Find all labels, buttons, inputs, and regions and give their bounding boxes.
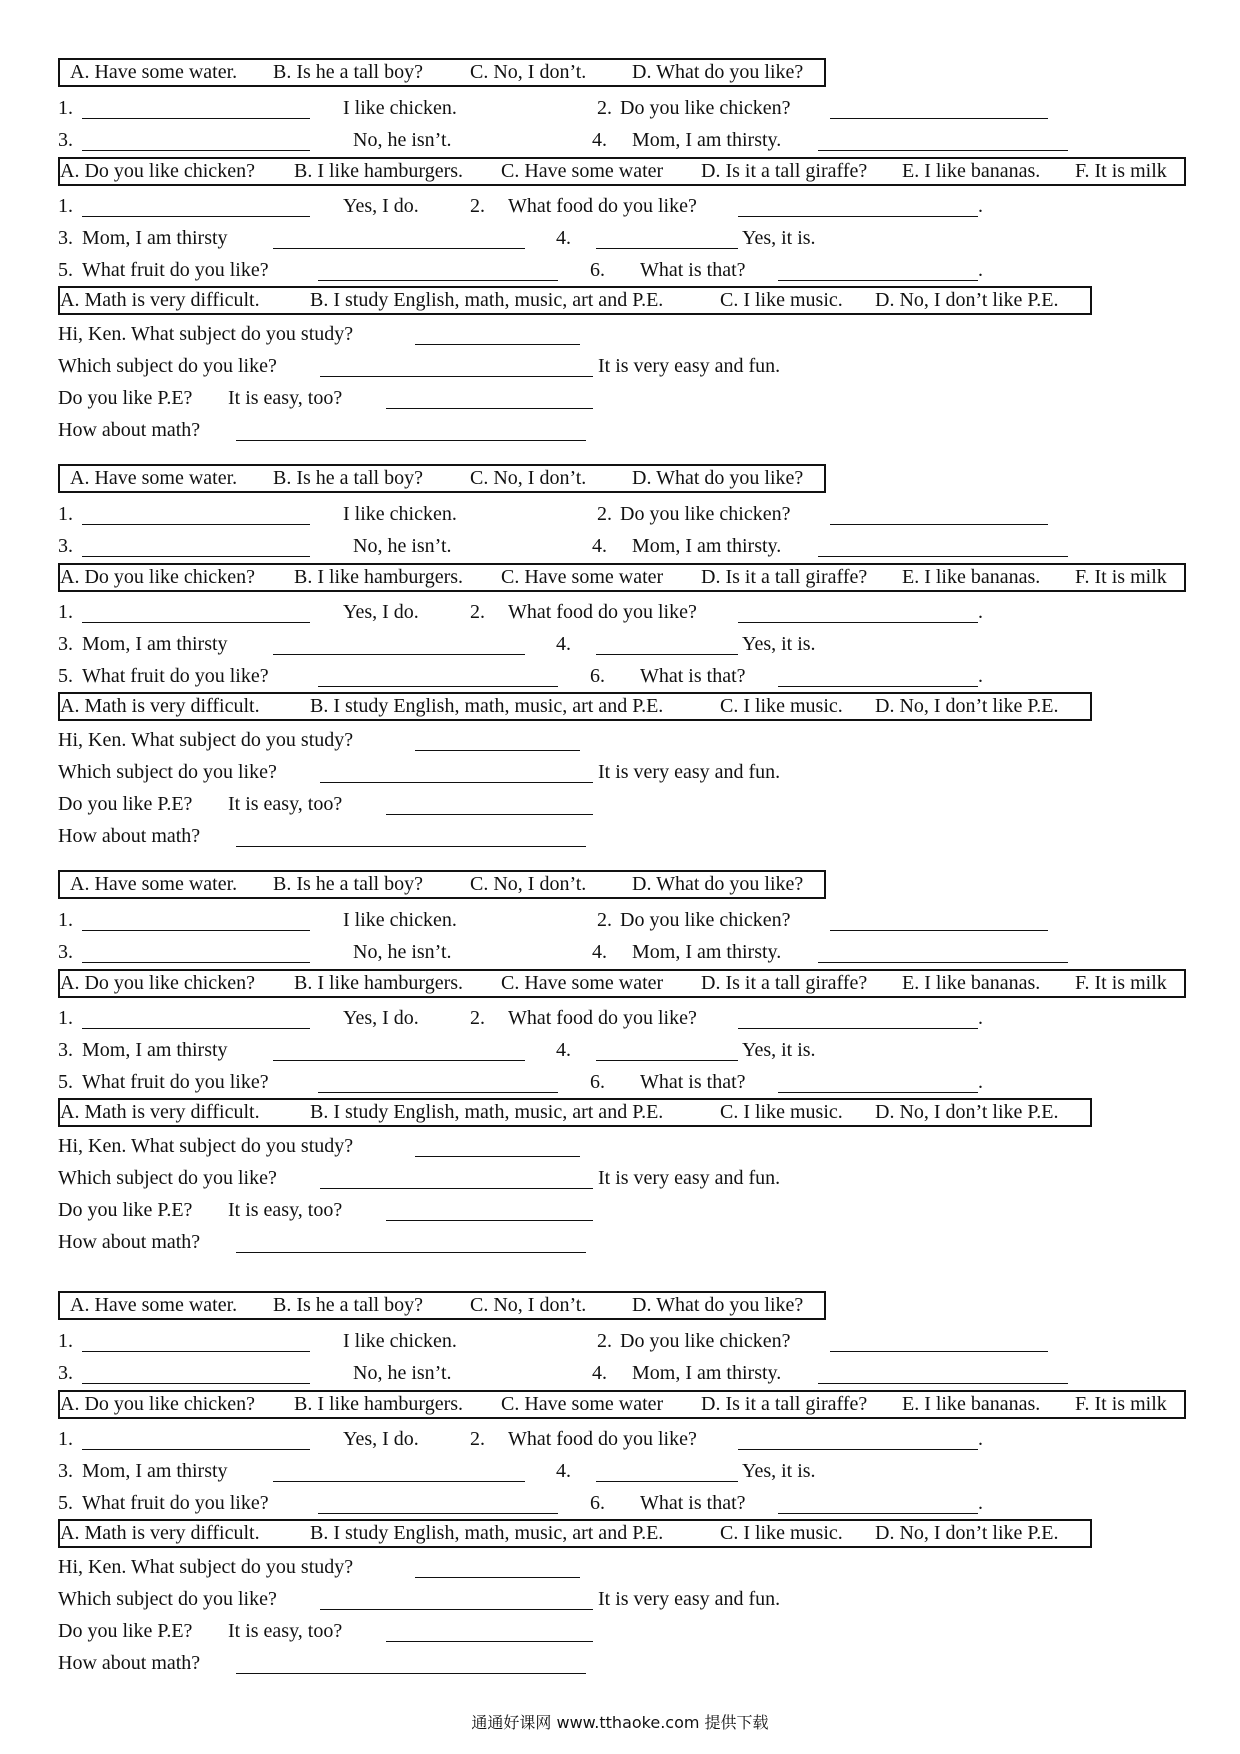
question-text: Do you like chicken? bbox=[620, 909, 791, 931]
question-number: 1. bbox=[58, 1428, 73, 1450]
answer-blank[interactable] bbox=[320, 1609, 593, 1610]
question-text: Yes, I do. bbox=[343, 601, 419, 623]
question-number: 4. bbox=[556, 633, 571, 655]
answer-blank[interactable] bbox=[236, 440, 586, 441]
exercise-set bbox=[0, 868, 1240, 1278]
question-text: What food do you like? bbox=[508, 1007, 697, 1029]
question-text: No, he isn’t. bbox=[353, 129, 452, 151]
question-number: 1. bbox=[58, 195, 73, 217]
question-number: 4. bbox=[592, 129, 607, 151]
option-c: C. No, I don’t. bbox=[470, 873, 587, 895]
answer-blank[interactable] bbox=[82, 1028, 310, 1029]
question-text: Mom, I am thirsty bbox=[82, 227, 228, 249]
question-number: 1. bbox=[58, 97, 73, 119]
question-text: Mom, I am thirsty. bbox=[632, 941, 782, 963]
question-number: 3. bbox=[58, 633, 73, 655]
option-e: E. I like bananas. bbox=[902, 1393, 1041, 1415]
option-d: D. What do you like? bbox=[632, 873, 804, 895]
dialog-line: It is easy, too? bbox=[228, 387, 343, 409]
question-text: What food do you like? bbox=[508, 1428, 697, 1450]
answer-blank[interactable] bbox=[738, 622, 978, 623]
question-text: Mom, I am thirsty. bbox=[632, 1362, 782, 1384]
dialog-line: How about math? bbox=[58, 825, 201, 847]
question-text: What is that? bbox=[640, 665, 746, 687]
question-text: No, he isn’t. bbox=[353, 535, 452, 557]
dialog-line: Hi, Ken. What subject do you study? bbox=[58, 323, 354, 345]
dialog-line: It is very easy and fun. bbox=[598, 1167, 781, 1189]
question-text: I like chicken. bbox=[343, 503, 457, 525]
question-text: What fruit do you like? bbox=[82, 1492, 269, 1514]
answer-blank[interactable] bbox=[236, 846, 586, 847]
option-d: D. Is it a tall giraffe? bbox=[701, 566, 868, 588]
question-number: 3. bbox=[58, 129, 73, 151]
option-c: C. I like music. bbox=[720, 1101, 843, 1123]
option-f: F. It is milk bbox=[1075, 160, 1167, 182]
dialog-line: Hi, Ken. What subject do you study? bbox=[58, 1135, 354, 1157]
question-text: Yes, it is. bbox=[742, 1039, 816, 1061]
options-box bbox=[58, 58, 826, 87]
option-b: B. I like hamburgers. bbox=[294, 160, 464, 182]
question-text: What food do you like? bbox=[508, 601, 697, 623]
period-mark: . bbox=[978, 1428, 983, 1450]
answer-blank[interactable] bbox=[818, 962, 1068, 963]
dialog-line: It is easy, too? bbox=[228, 793, 343, 815]
option-b: B. Is he a tall boy? bbox=[273, 1294, 423, 1316]
answer-blank[interactable] bbox=[82, 524, 310, 525]
question-number: 1. bbox=[58, 1330, 73, 1352]
dialog-line: Which subject do you like? bbox=[58, 355, 277, 377]
period-mark: . bbox=[978, 1071, 983, 1093]
options-box bbox=[58, 563, 1186, 592]
option-a: A. Math is very difficult. bbox=[60, 1522, 260, 1544]
options-box bbox=[58, 464, 826, 493]
question-number: 3. bbox=[58, 227, 73, 249]
answer-blank[interactable] bbox=[386, 814, 593, 815]
question-text: No, he isn’t. bbox=[353, 941, 452, 963]
question-number: 6. bbox=[590, 259, 605, 281]
answer-blank[interactable] bbox=[318, 1092, 558, 1093]
question-text: What is that? bbox=[640, 1492, 746, 1514]
question-number: 4. bbox=[556, 1039, 571, 1061]
answer-blank[interactable] bbox=[82, 622, 310, 623]
answer-blank[interactable] bbox=[778, 1092, 978, 1093]
answer-blank[interactable] bbox=[818, 150, 1068, 151]
answer-blank[interactable] bbox=[830, 118, 1048, 119]
answer-blank[interactable] bbox=[273, 1060, 525, 1061]
answer-blank[interactable] bbox=[82, 150, 310, 151]
option-e: E. I like bananas. bbox=[902, 160, 1041, 182]
question-text: Mom, I am thirsty. bbox=[632, 535, 782, 557]
dialog-line: It is easy, too? bbox=[228, 1620, 343, 1642]
option-b: B. I like hamburgers. bbox=[294, 1393, 464, 1415]
answer-blank[interactable] bbox=[778, 1513, 978, 1514]
options-box bbox=[58, 969, 1186, 998]
period-mark: . bbox=[978, 665, 983, 687]
option-d: D. No, I don’t like P.E. bbox=[875, 289, 1059, 311]
answer-blank[interactable] bbox=[596, 1060, 738, 1061]
answer-blank[interactable] bbox=[738, 1449, 978, 1450]
period-mark: . bbox=[978, 259, 983, 281]
options-box bbox=[58, 1519, 1092, 1548]
option-d: D. No, I don’t like P.E. bbox=[875, 1101, 1059, 1123]
answer-blank[interactable] bbox=[318, 686, 558, 687]
dialog-line: Do you like P.E? bbox=[58, 1620, 193, 1642]
exercise-set bbox=[0, 1289, 1240, 1699]
question-number: 2. bbox=[597, 97, 612, 119]
question-text: Yes, it is. bbox=[742, 227, 816, 249]
option-a: A. Have some water. bbox=[70, 467, 238, 489]
question-text: Do you like chicken? bbox=[620, 503, 791, 525]
answer-blank[interactable] bbox=[236, 1252, 586, 1253]
option-a: A. Math is very difficult. bbox=[60, 1101, 260, 1123]
question-text: Mom, I am thirsty bbox=[82, 1460, 228, 1482]
question-number: 2. bbox=[597, 1330, 612, 1352]
question-text: What fruit do you like? bbox=[82, 665, 269, 687]
option-c: C. I like music. bbox=[720, 289, 843, 311]
question-number: 3. bbox=[58, 1362, 73, 1384]
answer-blank[interactable] bbox=[596, 248, 738, 249]
option-d: D. Is it a tall giraffe? bbox=[701, 972, 868, 994]
option-a: A. Have some water. bbox=[70, 1294, 238, 1316]
options-box bbox=[58, 286, 1092, 315]
answer-blank[interactable] bbox=[318, 1513, 558, 1514]
question-number: 3. bbox=[58, 1039, 73, 1061]
option-a: A. Do you like chicken? bbox=[60, 972, 255, 994]
answer-blank[interactable] bbox=[82, 118, 310, 119]
option-a: A. Math is very difficult. bbox=[60, 289, 260, 311]
question-number: 5. bbox=[58, 1492, 73, 1514]
option-d: D. What do you like? bbox=[632, 61, 804, 83]
option-b: B. I study English, math, music, art and P.E. bbox=[310, 289, 664, 311]
option-c: C. Have some water bbox=[501, 1393, 664, 1415]
question-text: What fruit do you like? bbox=[82, 1071, 269, 1093]
option-b: B. I like hamburgers. bbox=[294, 566, 464, 588]
answer-blank[interactable] bbox=[318, 280, 558, 281]
question-text: What fruit do you like? bbox=[82, 259, 269, 281]
question-number: 4. bbox=[592, 535, 607, 557]
answer-blank[interactable] bbox=[82, 1449, 310, 1450]
answer-blank[interactable] bbox=[273, 1481, 525, 1482]
question-number: 1. bbox=[58, 1007, 73, 1029]
option-d: D. No, I don’t like P.E. bbox=[875, 1522, 1059, 1544]
answer-blank[interactable] bbox=[830, 524, 1048, 525]
question-number: 6. bbox=[590, 1492, 605, 1514]
answer-blank[interactable] bbox=[320, 782, 593, 783]
option-a: A. Have some water. bbox=[70, 61, 238, 83]
option-a: A. Math is very difficult. bbox=[60, 695, 260, 717]
question-number: 4. bbox=[556, 1460, 571, 1482]
question-number: 2. bbox=[470, 1007, 485, 1029]
dialog-line: Hi, Ken. What subject do you study? bbox=[58, 729, 354, 751]
answer-blank[interactable] bbox=[386, 1220, 593, 1221]
dialog-line: Do you like P.E? bbox=[58, 387, 193, 409]
question-number: 4. bbox=[592, 941, 607, 963]
option-c: C. Have some water bbox=[501, 566, 664, 588]
dialog-line: How about math? bbox=[58, 1231, 201, 1253]
option-f: F. It is milk bbox=[1075, 972, 1167, 994]
option-f: F. It is milk bbox=[1075, 566, 1167, 588]
question-text: Yes, it is. bbox=[742, 1460, 816, 1482]
dialog-line: It is easy, too? bbox=[228, 1199, 343, 1221]
answer-blank[interactable] bbox=[82, 962, 310, 963]
answer-blank[interactable] bbox=[320, 1188, 593, 1189]
option-c: C. I like music. bbox=[720, 1522, 843, 1544]
option-b: B. I study English, math, music, art and P.E. bbox=[310, 695, 664, 717]
option-b: B. Is he a tall boy? bbox=[273, 873, 423, 895]
option-c: C. Have some water bbox=[501, 160, 664, 182]
dialog-line: Do you like P.E? bbox=[58, 793, 193, 815]
period-mark: . bbox=[978, 1492, 983, 1514]
option-b: B. I like hamburgers. bbox=[294, 972, 464, 994]
option-c: C. No, I don’t. bbox=[470, 1294, 587, 1316]
question-text: What food do you like? bbox=[508, 195, 697, 217]
question-number: 4. bbox=[556, 227, 571, 249]
answer-blank[interactable] bbox=[596, 654, 738, 655]
option-a: A. Do you like chicken? bbox=[60, 160, 255, 182]
period-mark: . bbox=[978, 1007, 983, 1029]
option-a: A. Have some water. bbox=[70, 873, 238, 895]
answer-blank[interactable] bbox=[818, 556, 1068, 557]
option-a: A. Do you like chicken? bbox=[60, 1393, 255, 1415]
answer-blank[interactable] bbox=[273, 654, 525, 655]
question-text: I like chicken. bbox=[343, 1330, 457, 1352]
answer-blank[interactable] bbox=[778, 280, 978, 281]
period-mark: . bbox=[978, 195, 983, 217]
answer-blank[interactable] bbox=[320, 376, 593, 377]
dialog-line: It is very easy and fun. bbox=[598, 355, 781, 377]
options-box bbox=[58, 1390, 1186, 1419]
option-b: B. Is he a tall boy? bbox=[273, 467, 423, 489]
question-text: Mom, I am thirsty. bbox=[632, 129, 782, 151]
options-box bbox=[58, 692, 1092, 721]
question-number: 5. bbox=[58, 259, 73, 281]
options-box bbox=[58, 870, 826, 899]
option-d: D. No, I don’t like P.E. bbox=[875, 695, 1059, 717]
dialog-line: Hi, Ken. What subject do you study? bbox=[58, 1556, 354, 1578]
option-e: E. I like bananas. bbox=[902, 972, 1041, 994]
question-text: What is that? bbox=[640, 1071, 746, 1093]
question-number: 3. bbox=[58, 535, 73, 557]
dialog-line: It is very easy and fun. bbox=[598, 761, 781, 783]
question-number: 3. bbox=[58, 1460, 73, 1482]
option-c: C. No, I don’t. bbox=[470, 467, 587, 489]
answer-blank[interactable] bbox=[415, 750, 580, 751]
dialog-line: How about math? bbox=[58, 419, 201, 441]
question-number: 2. bbox=[597, 503, 612, 525]
answer-blank[interactable] bbox=[415, 1156, 580, 1157]
question-number: 5. bbox=[58, 1071, 73, 1093]
answer-blank[interactable] bbox=[778, 686, 978, 687]
option-e: E. I like bananas. bbox=[902, 566, 1041, 588]
answer-blank[interactable] bbox=[830, 930, 1048, 931]
question-text: Yes, I do. bbox=[343, 195, 419, 217]
question-text: Mom, I am thirsty bbox=[82, 633, 228, 655]
dialog-line: Do you like P.E? bbox=[58, 1199, 193, 1221]
question-number: 3. bbox=[58, 941, 73, 963]
answer-blank[interactable] bbox=[236, 1673, 586, 1674]
question-text: I like chicken. bbox=[343, 909, 457, 931]
dialog-line: Which subject do you like? bbox=[58, 761, 277, 783]
option-d: D. What do you like? bbox=[632, 467, 804, 489]
question-number: 1. bbox=[58, 503, 73, 525]
answer-blank[interactable] bbox=[738, 1028, 978, 1029]
question-number: 2. bbox=[597, 909, 612, 931]
question-text: I like chicken. bbox=[343, 97, 457, 119]
question-number: 1. bbox=[58, 909, 73, 931]
dialog-line: Which subject do you like? bbox=[58, 1167, 277, 1189]
period-mark: . bbox=[978, 601, 983, 623]
question-number: 4. bbox=[592, 1362, 607, 1384]
options-box bbox=[58, 157, 1186, 186]
question-text: What is that? bbox=[640, 259, 746, 281]
exercise-set bbox=[0, 56, 1240, 466]
option-b: B. I study English, math, music, art and P.E. bbox=[310, 1522, 664, 1544]
options-box bbox=[58, 1098, 1092, 1127]
question-number: 6. bbox=[590, 1071, 605, 1093]
answer-blank[interactable] bbox=[738, 216, 978, 217]
answer-blank[interactable] bbox=[818, 1383, 1068, 1384]
answer-blank[interactable] bbox=[82, 1383, 310, 1384]
option-c: C. No, I don’t. bbox=[470, 61, 587, 83]
option-a: A. Do you like chicken? bbox=[60, 566, 255, 588]
question-number: 2. bbox=[470, 601, 485, 623]
answer-blank[interactable] bbox=[596, 1481, 738, 1482]
option-d: D. Is it a tall giraffe? bbox=[701, 1393, 868, 1415]
options-box bbox=[58, 1291, 826, 1320]
option-b: B. Is he a tall boy? bbox=[273, 61, 423, 83]
answer-blank[interactable] bbox=[386, 408, 593, 409]
question-text: Do you like chicken? bbox=[620, 97, 791, 119]
exercise-set bbox=[0, 462, 1240, 872]
question-number: 5. bbox=[58, 665, 73, 687]
answer-blank[interactable] bbox=[830, 1351, 1048, 1352]
question-number: 2. bbox=[470, 195, 485, 217]
footer-credit: 通通好课网 www.tthaoke.com 提供下载 bbox=[471, 1713, 769, 1732]
question-number: 2. bbox=[470, 1428, 485, 1450]
dialog-line: Which subject do you like? bbox=[58, 1588, 277, 1610]
question-number: 1. bbox=[58, 601, 73, 623]
option-d: D. Is it a tall giraffe? bbox=[701, 160, 868, 182]
option-c: C. Have some water bbox=[501, 972, 664, 994]
dialog-line: It is very easy and fun. bbox=[598, 1588, 781, 1610]
option-c: C. I like music. bbox=[720, 695, 843, 717]
question-text: Yes, I do. bbox=[343, 1007, 419, 1029]
answer-blank[interactable] bbox=[273, 248, 525, 249]
question-text: Mom, I am thirsty bbox=[82, 1039, 228, 1061]
question-text: Yes, I do. bbox=[343, 1428, 419, 1450]
option-b: B. I study English, math, music, art and P.E. bbox=[310, 1101, 664, 1123]
answer-blank[interactable] bbox=[82, 1351, 310, 1352]
answer-blank[interactable] bbox=[415, 1577, 580, 1578]
question-text: No, he isn’t. bbox=[353, 1362, 452, 1384]
question-text: Yes, it is. bbox=[742, 633, 816, 655]
answer-blank[interactable] bbox=[82, 556, 310, 557]
answer-blank[interactable] bbox=[386, 1641, 593, 1642]
option-d: D. What do you like? bbox=[632, 1294, 804, 1316]
answer-blank[interactable] bbox=[82, 216, 310, 217]
answer-blank[interactable] bbox=[82, 930, 310, 931]
question-number: 6. bbox=[590, 665, 605, 687]
option-f: F. It is milk bbox=[1075, 1393, 1167, 1415]
dialog-line: How about math? bbox=[58, 1652, 201, 1674]
answer-blank[interactable] bbox=[415, 344, 580, 345]
question-text: Do you like chicken? bbox=[620, 1330, 791, 1352]
